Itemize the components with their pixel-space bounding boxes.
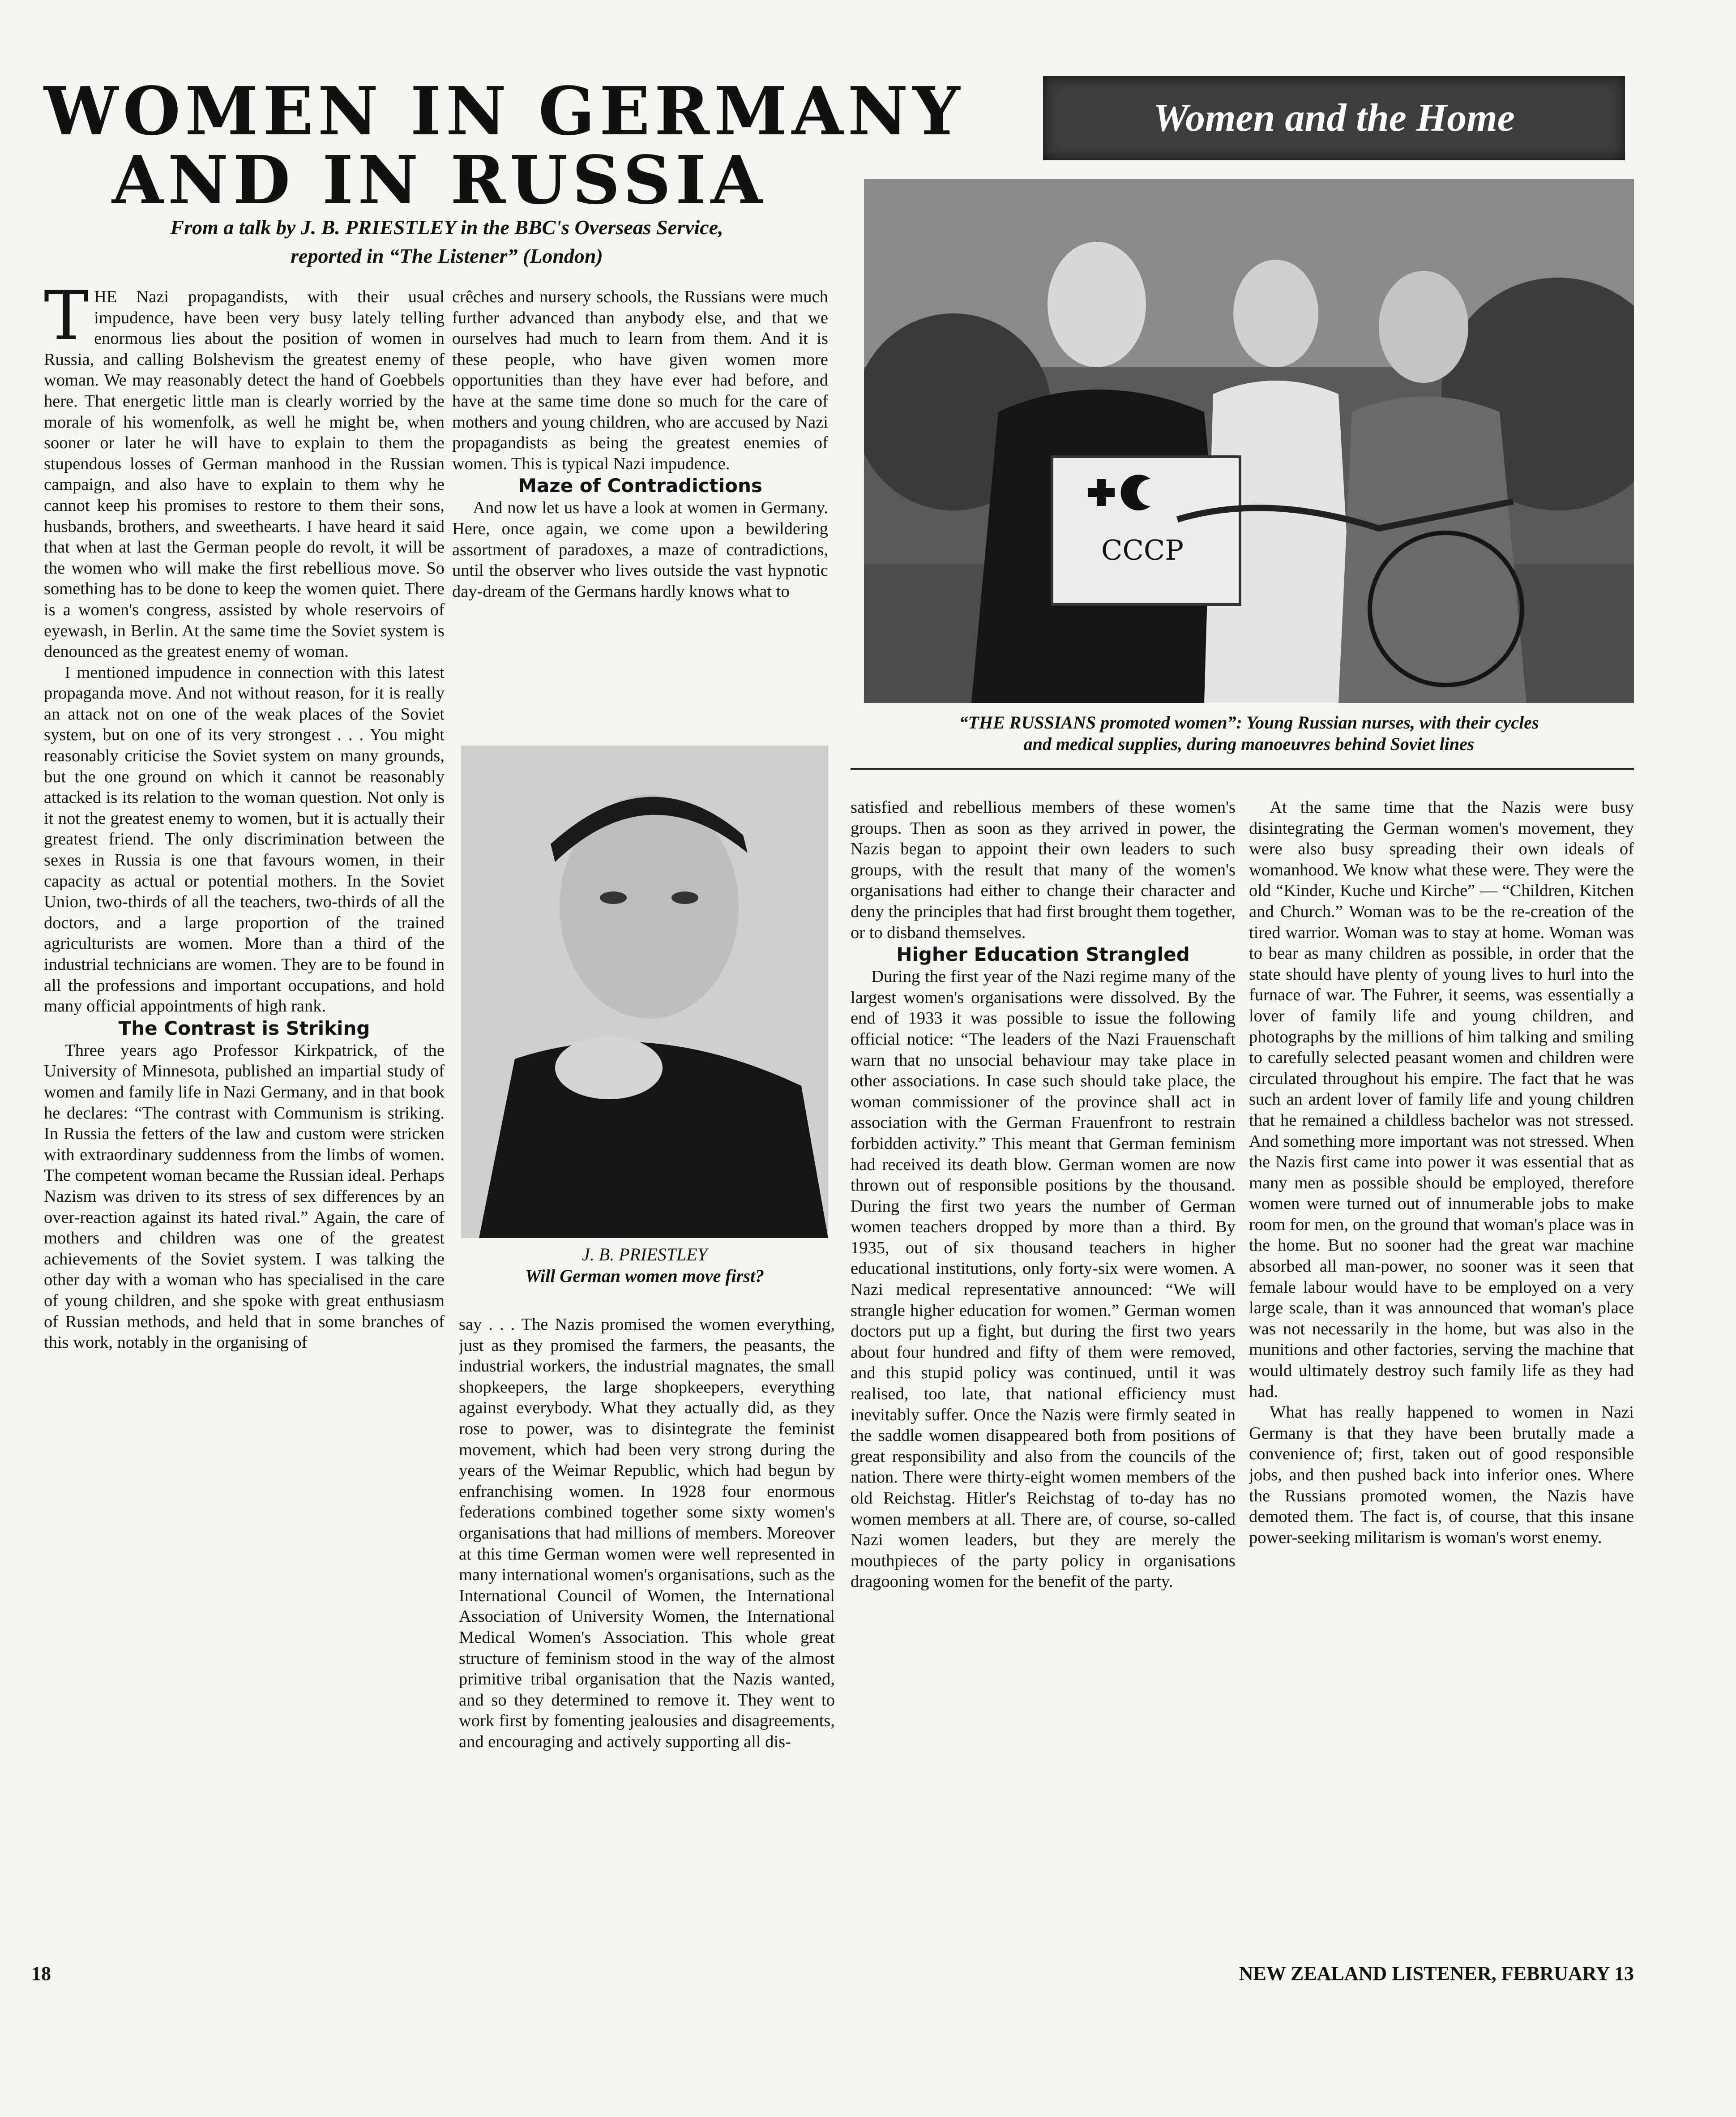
priestley-photo <box>461 746 828 1238</box>
headline-line-1: WOMEN IN GERMANY <box>44 72 965 150</box>
article-intro <box>44 287 445 662</box>
byline-line-2: reported in “The Listener” (London) <box>291 244 603 267</box>
subheading-maze: Maze of Contradictions <box>518 475 762 497</box>
nurse-left-face <box>1048 242 1146 367</box>
section-banner: Women and the Home <box>1043 76 1625 160</box>
byline <box>44 213 850 270</box>
col1-paragraph-1: HE Nazi propagandists, with their usual impudence, have been very busy lately telling enormous lies about the position of women in Russia, and calling Bolshevism the greatest enemy of woman. We may reasonably detect the hand of Goebbels here. That energetic little man is clearly worried by the morale of his womenfolk, as well he might be, when sooner or later he will have to explain to them the stupendous losses of German manhood in the Russian campaign, and also have to explain to them why he cannot keep his promises to restore to them their sons, husbands, brothers, and sweethearts. I have heard it said that when at last the German people do revolt, it will be the women who will make the first rebellious move. So something has to be done to keep the women quiet. There is a women's congress, assisted by whole reservoirs of eyewash, in Berlin. At the same time the Soviet system is denounced as the greatest enemy of woman. <box>44 287 445 661</box>
byline-line-1: From a talk by J. B. PRIESTLEY in the BBC's Overseas Service, <box>170 216 723 239</box>
article-column-2-bottom <box>459 1314 835 1928</box>
priestley-photo-image <box>461 746 828 1238</box>
col4-paragraph-1: At the same time that the Nazis were busy disintegrating the German women's movement, they were also busy spreading their own ideals of womanhood. We know what these were. They were the old “Kinder, Kuche und Kirche” — “Children, Kitchen and Church.” Woman was to be the re-creation of the tired warrior. Woman was to stay at home. Woman was to bear as many children as possible, in order that the state should have plenty of young lives to hurl into the furnace of war. The Fuhrer, it seems, was essentially a lover of family life and young children, and photographs by the millions of him talking and smiling to carefully selected peasant women and children were circulated throughout his empire. The fact that he was such an ardent lover of family life and young children that he remained a childless bachelor was not stressed. And something more important was not stressed. When the Nazis first came into power it was essential that as many men as possible should be employed, therefore women were turned out of innumerable jobs to make room for men, on the ground that woman's place was in the home. But no sooner had the great war machine absorbed all man-power, no sooner was it seen that female labour would have to be employed on a very large scale, than it was announced that woman's place was not necessarily in the home, but was also in the munitions and other factories, serving the machine that would ultimately destroy such family life as they had had. <box>1249 798 1634 1401</box>
nurse-right-face <box>1379 271 1468 383</box>
col3-paragraph-2: During the first year of the Nazi regime many of the largest women's organisations were dissolved. By the end of 1933 it was possible to issue the following official notice: “The leaders of the Nazi Frauenschaft warn that no unsocial behaviour may take place in other associations. In case such should take place, the woman commissioner of the province shall act in association with the German Frauenfront to restrain forbidden activity.” This meant that German feminism had received its death blow. German women are now thrown out of responsible positions by the thousand. During the first two years the number of German women teachers dropped by more than a third. By 1935, out of six thousand teachers in higher educational institutions, only forty-six were women. A Nazi medical representative announced: “We will strangle higher education for women.” German women doctors put up a fight, but during the first two years about four hundred and fifty of them were removed, and this stupid policy was continued, until it was realised, too late, that national efficiency must inevitably suffer. Once the Nazis were firmly seated in the saddle women disappeared both from positions of great responsibility and also from the councils of the nation. There were thirty-eight women members of the old Reichstag. Hitler's Reichstag of to-day has no women members at all. There are, of course, so-called Nazi women leaders, but they are merely the mouthpieces of the party policy in organisations dragooning women for the benefit of the party. <box>851 967 1236 1591</box>
subheading-higher-education: Higher Education Strangled <box>896 943 1190 966</box>
drop-cap: T <box>44 287 89 355</box>
nurses-caption <box>864 712 1634 755</box>
nurses-photo <box>864 179 1634 703</box>
kit-badge-text: CCCP <box>1101 534 1184 566</box>
col2-paragraph-2: And now let us have a look at women in Germany. Here, once again, we come upon a bewildering assortment of paradoxes, a maze of contradictions, until the observer who lives outside the vast hypnotic day-dream of the Germans hardly knows what to <box>452 498 828 601</box>
caption-divider <box>851 768 1634 770</box>
priestley-caption-question: Will German women move first? <box>525 1266 765 1286</box>
col4-paragraph-2: What has really happened to women in Nazi Germany is that they have been brutally made a convenience of; first, taken out of good responsible jobs, and then pushed back into inferior ones. Where the Russians promoted women, the Nazis have demoted them. The fact is, of course, that this insane power-seeking militarism is woman's worst enemy. <box>1249 1403 1634 1547</box>
article-column-1 <box>44 287 445 1928</box>
col1-paragraph-3: Three years ago Professor Kirkpatrick, of the University of Minnesota, published an impartial study of women and family life in Nazi Germany, and in that book he declares: “The contrast with Communism is striking. In Russia the fetters of the law and custom were stricken with extraordinary suddenness from the limbs of women. The competent woman became the Russian ideal. Perhaps Nazism was driven to its stress of sex differences by an over-reaction against its hated rival.” Again, the care of mothers and children was one of the greatest achievements of the Soviet system. I was talking the other day with a woman who has specialised in the care of young children, and she spoke with great enthusiasm of Russian methods, and held that in some branches of this work, notably in the organising of <box>44 1041 445 1352</box>
nurse-middle-face <box>1233 260 1318 367</box>
article-column-3 <box>851 797 1236 1928</box>
article-column-4 <box>1249 797 1634 1928</box>
nurse-right-body <box>1338 396 1526 703</box>
col3-paragraph-1: satisfied and rebellious members of these women's groups. Then as soon as they arrived in power, the Nazis began to appoint their own leaders to such groups, with the result that many of the women's organisations had either to change their character and deny the principles that had first brought them together, or to disband themselves. <box>851 798 1236 942</box>
page-number: 18 <box>31 1963 51 1984</box>
subheading-contrast: The Contrast is Striking <box>118 1017 370 1039</box>
priestley-hand <box>555 1037 663 1099</box>
publication-footer: NEW ZEALAND LISTENER, FEBRUARY 13 <box>1239 1963 1634 1984</box>
col2-paragraph-3: say . . . The Nazis promised the women everything, just as they promised the farmers, the peasants, the industrial workers, the industrial magnates, the small shopkeepers, the large shopkeepers, everything against everybody. What they actually did, as they rose to power, was to disintegrate the feminist movement, which had been very strong during the years of the Weimar Republic, which had begun by enfranchising women. In 1928 four enormous federations combined together some sixty women's organisations that had millions of members. Moreover at this time German women were well represented in many international women's organisations, such as the International Council of Women, the International Association of University Women, the International Medical Women's Association. This whole great structure of feminism stood in the way of the almost primitive tribal organisation that the Nazis wanted, and so they determined to remove it. They went to work first by fomenting jealousies and disagreements, and encouraging and actively supporting all dis- <box>459 1315 835 1751</box>
nurses-caption-line-2: and medical supplies, during manoeuvres behind Soviet lines <box>1023 734 1475 754</box>
nurses-photo-image <box>864 179 1634 703</box>
col1-paragraph-2: I mentioned impudence in connection with this latest propaganda move. And not without reason, for it is really an attack not on one of the weak places of the Soviet system, but on one of its very strongest . . . You might reasonably criticise the Soviet system on many grounds, but the one ground on which it cannot be reasonably attacked is its relation to the woman question. Not only is it not the greatest enemy to women, but it is actually their greatest friend. The only discrimination between the sexes in Russia is one that favours women, in their capacity as actual or potential mothers. In the Soviet Union, two-thirds of all the teachers, two-thirds of all the doctors, and a large proportion of the trained agriculturists are women. More than a third of the industrial technicians are women. They are to be found in all the professions and important occupations, and hold many official appointments of high rank. <box>44 663 445 1016</box>
headline-line-2: AND IN RUSSIA <box>112 141 767 219</box>
article-column-2-top <box>452 287 828 734</box>
col2-paragraph-1: crêches and nursery schools, the Russians were much further advanced than anybody else, and that we ourselves had much to learn from them. And it is these people, who have given women more opportunities than they have ever had before, and have at the same time done so much for the care of mothers and young children, who are accused by Nazi propagandists as being the greatest enemies of women. This is typical Nazi impudence. <box>452 287 828 473</box>
nurses-caption-line-1: “THE RUSSIANS promoted women”: Young Russian nurses, with their cycles <box>959 712 1539 733</box>
priestley-caption-name: J. B. PRIESTLEY <box>582 1244 707 1264</box>
priestley-caption <box>461 1244 828 1287</box>
